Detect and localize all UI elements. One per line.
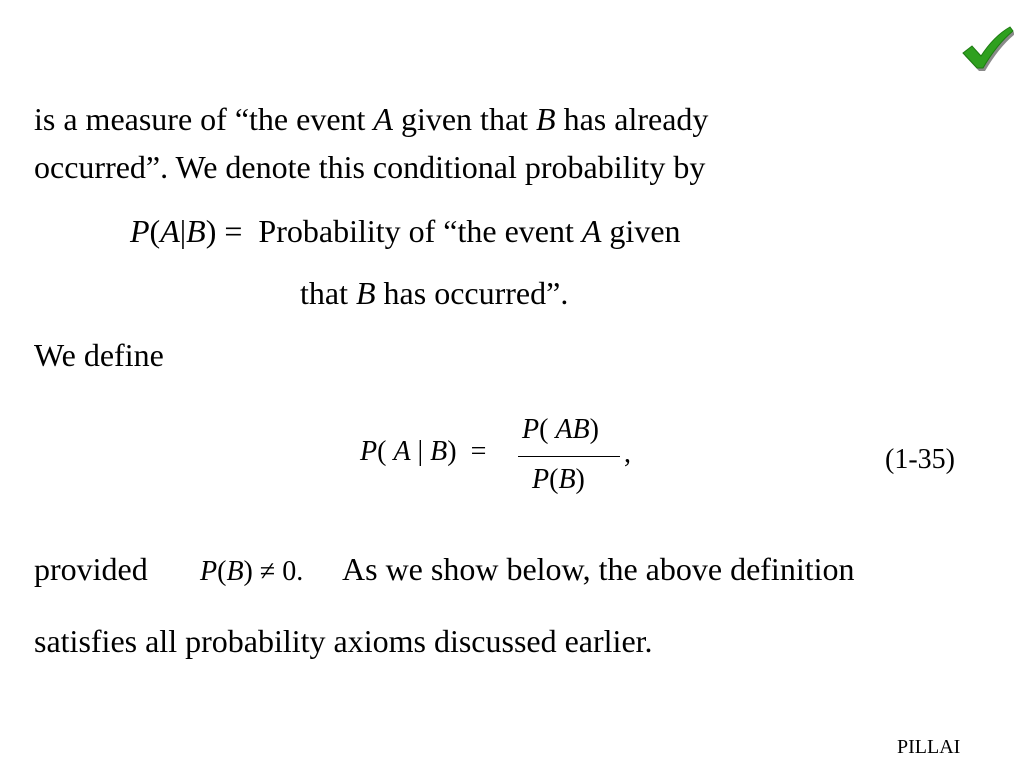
- after-condition-text: As we show below, the above definition: [342, 551, 855, 587]
- equation-numerator: P( AB): [522, 414, 599, 445]
- intro-line-1: is a measure of “the event A given that B has already: [34, 101, 709, 137]
- provided-text: provided: [34, 551, 148, 587]
- closing-line: satisfies all probability axioms discussed earlier.: [34, 623, 653, 659]
- intro-line-2: occurred”. We denote this conditional probability by: [34, 149, 706, 185]
- check-icon: [958, 24, 1014, 72]
- equation-comma: ,: [624, 438, 631, 469]
- fraction-bar: [518, 456, 620, 457]
- equation-lhs: P( A | B) =: [360, 436, 487, 467]
- definition-line-2: that B has occurred”.: [300, 275, 569, 311]
- footer-author: PILLAI: [897, 736, 961, 758]
- equation-number: (1-35): [885, 444, 955, 475]
- equation-denominator: P(B): [532, 464, 585, 495]
- definition-line-1: P(A|B) = Probability of “the event A given: [130, 213, 681, 249]
- condition-expression: P(B) ≠ 0.: [200, 556, 304, 587]
- we-define-text: We define: [34, 337, 164, 373]
